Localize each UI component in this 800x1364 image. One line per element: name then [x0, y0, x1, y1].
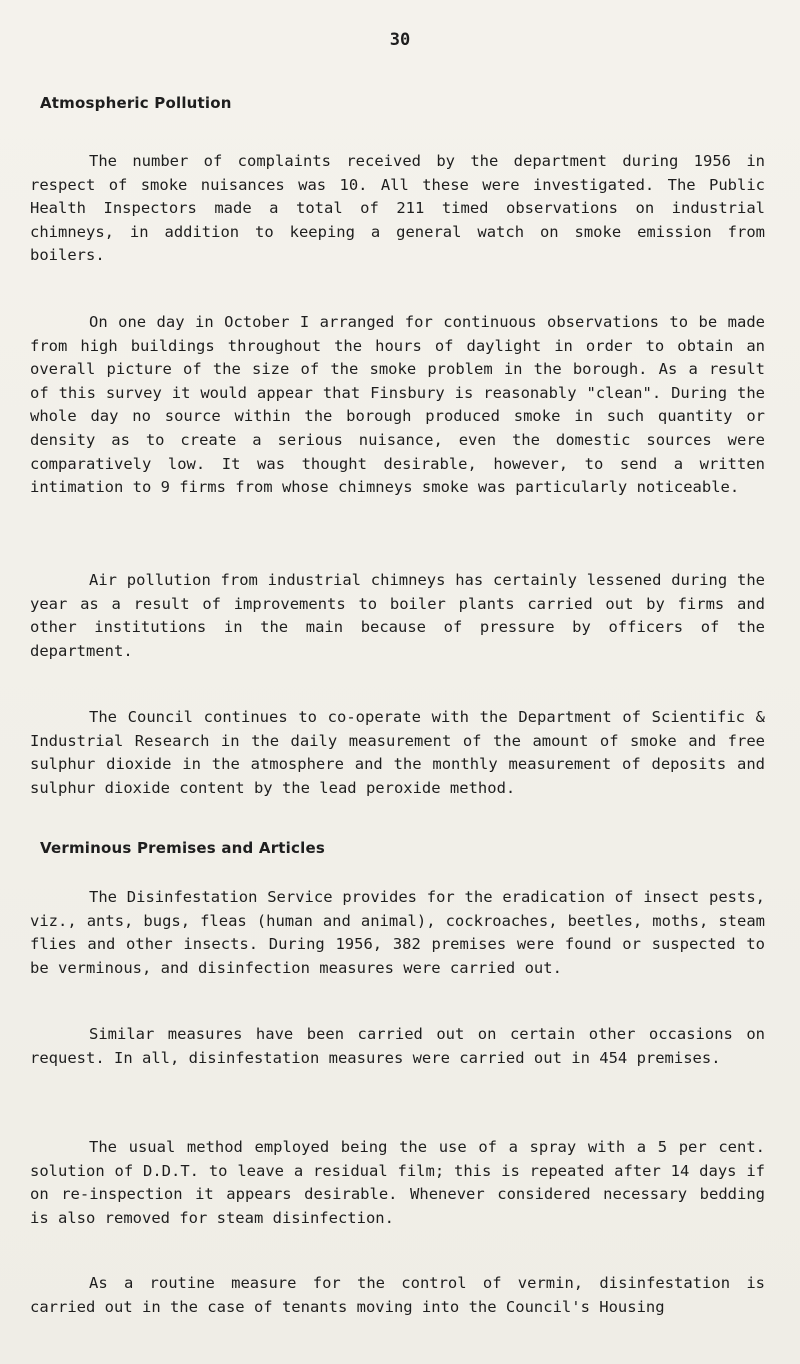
paragraph-dsir-measurement: The Council continues to co-operate with the Department of Scientific & Industrial Research in the daily measurement of the amount of smoke and free sulphur dioxide in the atmosphere and the monthly measurement of deposits and sulphur dioxide content by the lead peroxide method.	[30, 708, 765, 797]
section-heading-verminous-premises: Verminous Premises and Articles	[40, 839, 325, 857]
paragraph-industrial-chimneys: Air pollution from industrial chimneys has certainly lessened during the year as a result of improvements to boiler plants carried out by firms and other institutions in the main because of pressure by officers of the department.	[30, 571, 765, 660]
paragraph-october-survey: On one day in October I arranged for continuous observations to be made from high buildings throughout the hours of daylight in order to obtain an overall picture of the size of the smoke problem in the borough. As a result of this survey it would appear that Finsbury is reasonably "clean". During the whole day no source within the borough produced smoke in such quantity or density as to create a serious nuisance, even the domestic sources were comparatively low. It was thought desirable, however, to send a written intimation to 9 firms from whose chimneys smoke was particularly noticeable.	[30, 313, 765, 497]
paragraph-vermin-control: As a routine measure for the control of vermin, disinfestation is carried out in the case of tenants moving into the Council's Housing	[30, 1274, 765, 1316]
section-heading-atmospheric-pollution: Atmospheric Pollution	[40, 94, 232, 112]
paragraph-ddt-method: The usual method employed being the use of a spray with a 5 per cent. solution of D.D.T. to leave a residual film; this is repeated after 14 days if on re-inspection it appears desirable. Whenever considered necessary bedding is also removed for steam disinfection.	[30, 1138, 765, 1227]
page-number: 30	[389, 30, 411, 50]
paragraph-disinfestation-service: The Disinfestation Service provides for the eradication of insect pests, viz., ants, bugs, fleas (human and animal), cockroaches, beetles, moths, steam flies and other insects. During 1956, 382 premises were found or suspected to be verminous, and disinfection measures were carried out.	[30, 888, 765, 977]
paragraph-smoke-complaints: The number of complaints received by the department during 1956 in respect of smoke nuisances was 10. All these were investigated. The Public Health Inspectors made a total of 211 timed observations on industrial chimneys, in addition to keeping a general watch on smoke emission from boilers.	[30, 152, 765, 265]
paragraph-similar-measures: Similar measures have been carried out on certain other occasions on request. In all, disinfestation measures were carried out in 454 premises.	[30, 1025, 765, 1067]
